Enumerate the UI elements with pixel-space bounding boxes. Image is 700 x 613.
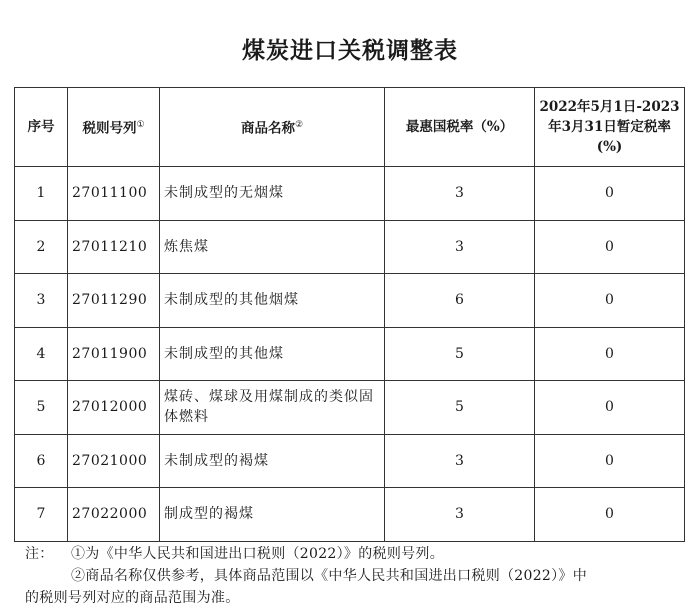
page-title: 煤炭进口关税调整表 xyxy=(242,37,458,64)
note-2: ②商品名称仅供参考，具体商品范围以《中华人民共和国进出口税则（2022）》中 xyxy=(71,568,588,584)
row-product-name: 煤砖、煤球及用煤制成的类似固体燃料 xyxy=(160,381,385,435)
row-mfn-rate: 3 xyxy=(385,488,535,542)
row-tariff-code: 27011100 xyxy=(68,167,160,221)
header-seq: 序号 xyxy=(15,88,68,167)
row-temp-rate: 0 xyxy=(535,488,685,542)
row-product-name: 炼焦煤 xyxy=(160,220,385,274)
footnotes xyxy=(25,543,685,609)
table-row xyxy=(15,327,685,381)
table-row xyxy=(15,167,685,221)
table-row xyxy=(15,434,685,488)
row-temp-rate: 0 xyxy=(535,274,685,328)
header-code: 税则号列① xyxy=(68,88,160,167)
header-temp-rate: 2022年5月1日-2023 年3月31日暂定税率 (%) xyxy=(535,88,685,167)
row-seq: 7 xyxy=(15,488,68,542)
row-seq: 6 xyxy=(15,434,68,488)
notes-label: 注： xyxy=(25,546,54,562)
row-tariff-code: 27012000 xyxy=(68,381,160,435)
row-mfn-rate: 3 xyxy=(385,434,535,488)
row-product-name: 未制成型的其他煤 xyxy=(160,327,385,381)
row-tariff-code: 27021000 xyxy=(68,434,160,488)
row-seq: 1 xyxy=(15,167,68,221)
row-temp-rate: 0 xyxy=(535,381,685,435)
row-temp-rate: 0 xyxy=(535,220,685,274)
row-mfn-rate: 6 xyxy=(385,274,535,328)
row-product-name: 未制成型的其他烟煤 xyxy=(160,274,385,328)
row-mfn-rate: 5 xyxy=(385,327,535,381)
note-2-continued: 的税则号列对应的商品范围为准。 xyxy=(25,590,240,606)
table-row xyxy=(15,381,685,435)
row-product-name: 未制成型的褐煤 xyxy=(160,434,385,488)
row-temp-rate: 0 xyxy=(535,327,685,381)
row-seq: 2 xyxy=(15,220,68,274)
row-seq: 4 xyxy=(15,327,68,381)
table-row xyxy=(15,488,685,542)
note-1: ①为《中华人民共和国进出口税则（2022）》的税则号列。 xyxy=(71,546,445,562)
row-tariff-code: 27011900 xyxy=(68,327,160,381)
header-name: 商品名称② xyxy=(160,88,385,167)
row-temp-rate: 0 xyxy=(535,434,685,488)
row-mfn-rate: 3 xyxy=(385,167,535,221)
table-row xyxy=(15,220,685,274)
footnote-mark-1: ① xyxy=(136,120,145,131)
row-tariff-code: 27022000 xyxy=(68,488,160,542)
row-mfn-rate: 5 xyxy=(385,381,535,435)
row-temp-rate: 0 xyxy=(535,167,685,221)
row-seq: 3 xyxy=(15,274,68,328)
row-product-name: 未制成型的无烟煤 xyxy=(160,167,385,221)
row-tariff-code: 27011210 xyxy=(68,220,160,274)
table-header-row xyxy=(15,88,685,167)
tariff-table xyxy=(14,87,685,542)
row-product-name: 制成型的褐煤 xyxy=(160,488,385,542)
footnote-mark-2: ② xyxy=(294,120,304,131)
row-seq: 5 xyxy=(15,381,68,435)
row-mfn-rate: 3 xyxy=(385,220,535,274)
header-mfn-rate: 最惠国税率（%） xyxy=(385,88,535,167)
row-tariff-code: 27011290 xyxy=(68,274,160,328)
table-row xyxy=(15,274,685,328)
